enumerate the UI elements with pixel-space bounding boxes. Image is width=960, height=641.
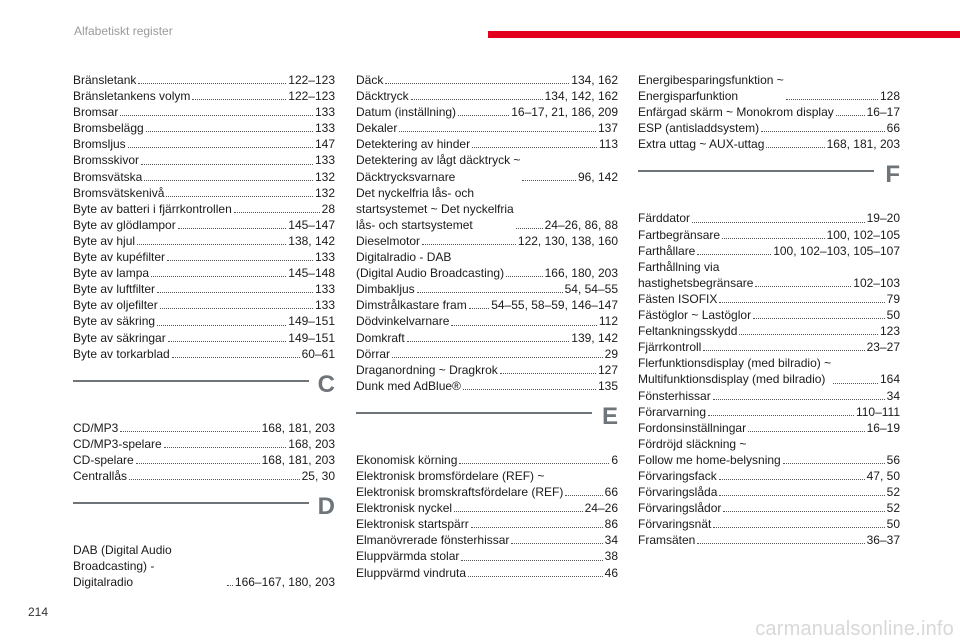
index-entry [73, 468, 335, 484]
section-heading [73, 362, 335, 420]
index-term: Elektronisk nyckel [356, 501, 453, 516]
dot-leader [454, 511, 583, 512]
index-term: Däck [356, 73, 384, 87]
index-pages: 102–103 [853, 275, 900, 290]
index-term: Byte av luftfilter [73, 282, 156, 297]
index-pages: 110–111 [855, 404, 900, 419]
dot-leader [451, 325, 596, 326]
dot-leader [468, 576, 603, 577]
section-divider [73, 502, 309, 504]
index-entry [356, 548, 618, 564]
index-term: Bromsar [73, 105, 119, 120]
index-pages: 38 [604, 549, 618, 564]
index-term: Bromsvätska [73, 169, 143, 184]
index-entry [73, 169, 335, 185]
index-term: Byte av oljefilter [73, 298, 158, 313]
index-pages: 34 [604, 533, 618, 548]
index-pages: 133 [314, 282, 335, 297]
index-pages: 23–27 [866, 340, 900, 355]
section-letter: C [317, 370, 335, 398]
index-pages: 133 [314, 153, 335, 168]
dot-leader [786, 99, 878, 100]
index-term: Fästen ISOFIX [638, 291, 718, 306]
page-number: 214 [28, 605, 49, 619]
index-pages: 123 [879, 324, 900, 339]
dot-leader [713, 527, 884, 528]
dot-leader [703, 350, 864, 351]
index-term: Domkraft [356, 330, 405, 345]
index-pages: 166–167, 180, 203 [234, 575, 335, 590]
index-term: ESP (antisladdsystem) [638, 121, 760, 136]
index-term: Däcktryck [356, 89, 409, 104]
index-entry [356, 346, 618, 362]
index-term: Datum (inställning) [356, 105, 457, 120]
index-column-3 [638, 72, 900, 548]
dot-leader [146, 131, 313, 132]
index-pages: 24–26 [584, 501, 618, 516]
index-term: Byte av lampa [73, 266, 150, 281]
index-term: Dieselmotor [356, 233, 421, 248]
index-term: Byte av hjul [73, 233, 136, 248]
index-pages: 96, 142 [577, 169, 618, 184]
index-entry [356, 185, 618, 233]
header-accent-bar [488, 31, 960, 38]
index-term: Energibesparingsfunktion ~ Energisparfunktion [638, 73, 784, 104]
index-entry [356, 297, 618, 313]
index-entry [73, 185, 335, 201]
dot-leader [138, 83, 286, 84]
index-entry [73, 436, 335, 452]
index-entry [356, 281, 618, 297]
index-term: Farthållare [638, 243, 696, 258]
index-term: Fjärrkontroll [638, 340, 702, 355]
index-pages: 60–61 [301, 346, 335, 361]
index-entry [638, 516, 900, 532]
index-term: Draganordning ~ Dragkrok [356, 362, 498, 377]
index-pages: 113 [598, 137, 618, 152]
index-entry [356, 120, 618, 136]
index-pages: 122, 130, 138, 160 [517, 233, 618, 248]
index-pages: 25, 30 [301, 468, 335, 483]
index-pages: 34 [886, 388, 900, 403]
index-entry [73, 104, 335, 120]
index-term: Bromsbelägg [73, 121, 144, 136]
index-term: Dunk med AdBlue® [356, 378, 461, 393]
index-entry [73, 265, 335, 281]
index-entry [356, 468, 618, 500]
index-entry [638, 259, 900, 291]
dot-leader [407, 341, 570, 342]
dot-leader [458, 115, 509, 116]
index-term: Byte av batteri i fjärrkontrollen [73, 201, 232, 216]
index-term: Elmanövrerade fönsterhissar [356, 533, 510, 548]
index-entry [638, 388, 900, 404]
dot-leader [500, 373, 596, 374]
index-entry [638, 307, 900, 323]
dot-leader [178, 228, 287, 229]
index-pages: 112 [598, 314, 618, 329]
index-pages: 139, 142 [571, 330, 618, 345]
dot-leader [459, 463, 609, 464]
index-term: Feltankningsskydd [638, 324, 738, 339]
dot-leader [565, 495, 602, 496]
index-entry [73, 120, 335, 136]
index-entry [356, 378, 618, 394]
watermark: carmanualsonline.info [755, 618, 954, 640]
section-heading [356, 394, 618, 452]
dot-leader [713, 399, 885, 400]
index-entry [638, 120, 900, 136]
index-pages: 50 [886, 308, 900, 323]
dot-leader [167, 260, 313, 261]
section-letter: F [885, 161, 900, 189]
index-entry [73, 452, 335, 468]
index-entry [73, 542, 335, 590]
index-entry [638, 243, 900, 259]
index-term: CD/MP3 [73, 420, 119, 435]
index-entry [356, 72, 618, 88]
section-divider [638, 170, 874, 172]
index-pages: 149–151 [288, 314, 335, 329]
index-term: Ekonomisk körning [356, 452, 458, 467]
dot-leader [522, 180, 576, 181]
dot-leader [160, 308, 313, 309]
index-term: Det nyckelfria lås- och startsystemet ~ Det nyckelfria lås- och startsystemet [356, 185, 514, 232]
index-term: Digitalradio - DAB (Digital Audio Broadcasting) [356, 250, 505, 281]
dot-leader [120, 115, 313, 116]
index-term: CD/MP3-spelare [73, 436, 162, 451]
dot-leader [722, 238, 825, 239]
dot-leader [708, 415, 854, 416]
index-term: Extra uttag ~ AUX-uttag [638, 137, 765, 152]
index-pages: 128 [879, 89, 900, 104]
dot-leader [469, 308, 490, 309]
index-term: Dimstrålkastare fram [356, 298, 467, 313]
index-entry [73, 233, 335, 249]
index-pages: 122–123 [288, 89, 335, 104]
dot-leader [234, 212, 320, 213]
index-pages: 16–17 [866, 105, 900, 120]
index-pages: 52 [886, 501, 900, 516]
index-term: Förvaringsnät [638, 517, 712, 532]
index-pages: 132 [314, 185, 335, 200]
index-term: Fordonsinställningar [638, 420, 747, 435]
index-term: Färddator [638, 211, 691, 226]
index-term: Dekaler [356, 121, 398, 136]
dot-leader [392, 357, 603, 358]
dot-leader [137, 244, 286, 245]
index-pages: 28 [321, 201, 335, 216]
index-entry [73, 313, 335, 329]
index-pages: 168, 181, 203 [826, 137, 900, 152]
index-term: Enfärgad skärm ~ Monokrom display [638, 105, 834, 120]
index-pages: 168, 181, 203 [261, 420, 335, 435]
index-pages: 147 [314, 137, 335, 152]
section-heading [638, 152, 900, 210]
dot-leader [141, 164, 313, 165]
index-pages: 138, 142 [288, 233, 335, 248]
index-pages: 133 [314, 298, 335, 313]
index-term: Eluppvärmda stolar [356, 549, 460, 564]
dot-leader [471, 527, 603, 528]
index-pages: 137 [597, 121, 618, 136]
index-entry [356, 152, 618, 184]
index-term: Framsäten [638, 533, 696, 548]
dot-leader [739, 334, 878, 335]
index-entry [638, 136, 900, 152]
index-entry [73, 330, 335, 346]
index-term: Centrallås [73, 468, 128, 483]
index-column-1 [73, 72, 335, 590]
index-term: Fästöglor ~ Lastöglor [638, 308, 752, 323]
index-term: Elektronisk startspärr [356, 517, 469, 532]
index-pages: 133 [314, 105, 335, 120]
index-entry [73, 136, 335, 152]
index-pages: 100, 102–105 [826, 227, 900, 242]
index-pages: 19–20 [866, 211, 900, 226]
dot-leader [166, 196, 313, 197]
dot-leader [168, 341, 287, 342]
dot-leader [172, 357, 300, 358]
index-entry [73, 88, 335, 104]
dot-leader [128, 147, 313, 148]
dot-leader [192, 99, 286, 100]
index-pages: 134, 142, 162 [544, 89, 618, 104]
index-pages: 66 [604, 485, 618, 500]
index-entry [356, 362, 618, 378]
dot-leader [422, 244, 516, 245]
index-entry [638, 339, 900, 355]
index-term: Bromsvätskenivå [73, 185, 165, 200]
running-header-title: Alfabetiskt register [74, 24, 173, 38]
dot-leader [472, 147, 597, 148]
index-entry [356, 233, 618, 249]
dot-leader [136, 463, 260, 464]
index-pages: 133 [314, 250, 335, 265]
index-term: Bromsljus [73, 137, 126, 152]
dot-leader [761, 131, 884, 132]
dot-leader [516, 228, 543, 229]
dot-leader [399, 131, 596, 132]
index-pages: 100, 102–103, 105–107 [773, 243, 900, 258]
dot-leader [461, 560, 602, 561]
dot-leader [719, 302, 884, 303]
index-entry [356, 330, 618, 346]
index-term: Detektering av hinder [356, 137, 471, 152]
index-pages: 79 [886, 291, 900, 306]
index-term: Förvaringslådor [638, 501, 722, 516]
dot-leader [753, 318, 885, 319]
index-entry [73, 297, 335, 313]
dot-leader [833, 383, 878, 384]
index-term: Förvaringslåda [638, 485, 718, 500]
dot-leader [511, 543, 602, 544]
index-entry [356, 313, 618, 329]
index-entry [638, 436, 900, 468]
index-pages: 127 [597, 362, 618, 377]
dot-leader [719, 479, 865, 480]
index-pages: 135 [597, 378, 618, 393]
index-entry [356, 249, 618, 281]
index-pages: 56 [886, 452, 900, 467]
index-entry [356, 452, 618, 468]
index-pages: 168, 181, 203 [261, 452, 335, 467]
index-term: Dörrar [356, 346, 391, 361]
index-entry [356, 104, 618, 120]
index-entry [73, 281, 335, 297]
index-pages: 47, 50 [866, 468, 900, 483]
index-entry [73, 217, 335, 233]
dot-leader [164, 447, 287, 448]
index-term: Flerfunktionsdisplay (med bilradio) ~ Multifunktionsdisplay (med bilradio) [638, 356, 832, 387]
section-letter: E [601, 402, 618, 430]
index-term: Bromsskivor [73, 153, 140, 168]
index-entry [356, 88, 618, 104]
index-term: Bränsletank [73, 73, 137, 87]
index-pages: 122–123 [288, 73, 335, 87]
dot-leader [766, 147, 824, 148]
index-entry [73, 72, 335, 88]
dot-leader [755, 286, 851, 287]
index-term: Farthållning via hastighetsbegränsare [638, 259, 754, 290]
index-entry [73, 346, 335, 362]
index-pages: 52 [886, 485, 900, 500]
dot-leader [697, 254, 771, 255]
dot-leader [723, 511, 884, 512]
index-entry [356, 532, 618, 548]
index-entry [638, 468, 900, 484]
dot-leader [151, 276, 286, 277]
index-pages: 16–17, 21, 186, 209 [511, 105, 618, 120]
dot-leader [227, 585, 233, 586]
section-letter: D [317, 493, 335, 521]
index-pages: 134, 162 [571, 73, 618, 87]
index-pages: 133 [314, 121, 335, 136]
index-entry [638, 355, 900, 387]
index-pages: 6 [611, 452, 618, 467]
section-divider [73, 380, 309, 382]
index-entry [638, 72, 900, 104]
index-pages: 50 [886, 517, 900, 532]
index-term: Byte av glödlampor [73, 217, 176, 232]
index-entry [638, 404, 900, 420]
index-pages: 66 [886, 121, 900, 136]
dot-leader [120, 431, 259, 432]
index-term: Eluppvärmd vindruta [356, 565, 467, 580]
index-term: Förarvarning [638, 404, 707, 419]
index-entry [638, 210, 900, 226]
dot-leader [836, 115, 865, 116]
index-term: Detektering av lågt däcktryck ~ Däcktrycksvarnare [356, 153, 521, 184]
index-entry [73, 201, 335, 217]
dot-leader [463, 389, 596, 390]
index-entry [356, 565, 618, 581]
index-pages: 54–55, 58–59, 146–147 [491, 298, 618, 313]
index-pages: 16–19 [866, 420, 900, 435]
index-pages: 86 [604, 517, 618, 532]
index-column-2 [356, 72, 618, 581]
index-pages: 149–151 [288, 330, 335, 345]
index-term: CD-spelare [73, 452, 134, 467]
index-pages: 168, 203 [288, 436, 335, 451]
index-term: Fördröjd släckning ~ Follow me home-belysning [638, 436, 781, 467]
index-term: DAB (Digital Audio Broadcasting) - Digitalradio [73, 543, 172, 590]
index-term: Bränsletankens volym [73, 89, 191, 104]
index-term: Förvaringsfack [638, 468, 717, 483]
index-term: Byte av säkring [73, 314, 156, 329]
index-entry [638, 227, 900, 243]
index-pages: 46 [604, 565, 618, 580]
dot-leader [719, 495, 884, 496]
dot-leader [129, 479, 300, 480]
index-entry [638, 323, 900, 339]
index-term: Dimbakljus [356, 282, 415, 297]
index-entry [638, 104, 900, 120]
dot-leader [157, 325, 286, 326]
index-term: Byte av säkringar [73, 330, 166, 345]
index-term: Byte av kupéfilter [73, 250, 166, 265]
section-heading [73, 484, 335, 542]
index-term: Elektronisk bromsfördelare (REF) ~ Elektronisk bromskraftsfördelare (REF) [356, 468, 564, 500]
index-entry [638, 532, 900, 548]
section-divider [356, 412, 592, 414]
index-pages: 164 [879, 372, 900, 387]
index-entry [73, 249, 335, 265]
index-pages: 24–26, 86, 88 [544, 217, 618, 232]
index-pages: 166, 180, 203 [544, 266, 618, 281]
index-entry [356, 516, 618, 532]
index-entry [638, 291, 900, 307]
index-pages: 132 [314, 169, 335, 184]
index-pages: 145–147 [288, 217, 335, 232]
index-pages: 145–148 [288, 266, 335, 281]
dot-leader [385, 83, 569, 84]
dot-leader [506, 276, 543, 277]
dot-leader [692, 222, 865, 223]
index-entry [638, 484, 900, 500]
index-term: Byte av torkarblad [73, 346, 170, 361]
dot-leader [417, 292, 563, 293]
index-pages: 36–37 [866, 533, 900, 548]
index-term: Dödvinkelvarnare [356, 314, 450, 329]
dot-leader [748, 431, 865, 432]
dot-leader [783, 463, 885, 464]
index-entry [73, 420, 335, 436]
index-entry [356, 136, 618, 152]
dot-leader [144, 180, 313, 181]
index-pages: 54, 54–55 [564, 282, 618, 297]
index-entry [73, 152, 335, 168]
dot-leader [411, 99, 543, 100]
index-term: Fartbegränsare [638, 227, 721, 242]
index-entry [638, 420, 900, 436]
index-term: Fönsterhissar [638, 388, 711, 403]
index-entry [638, 500, 900, 516]
index-entry [356, 500, 618, 516]
dot-leader [697, 543, 864, 544]
dot-leader [157, 292, 313, 293]
index-pages: 29 [604, 346, 618, 361]
